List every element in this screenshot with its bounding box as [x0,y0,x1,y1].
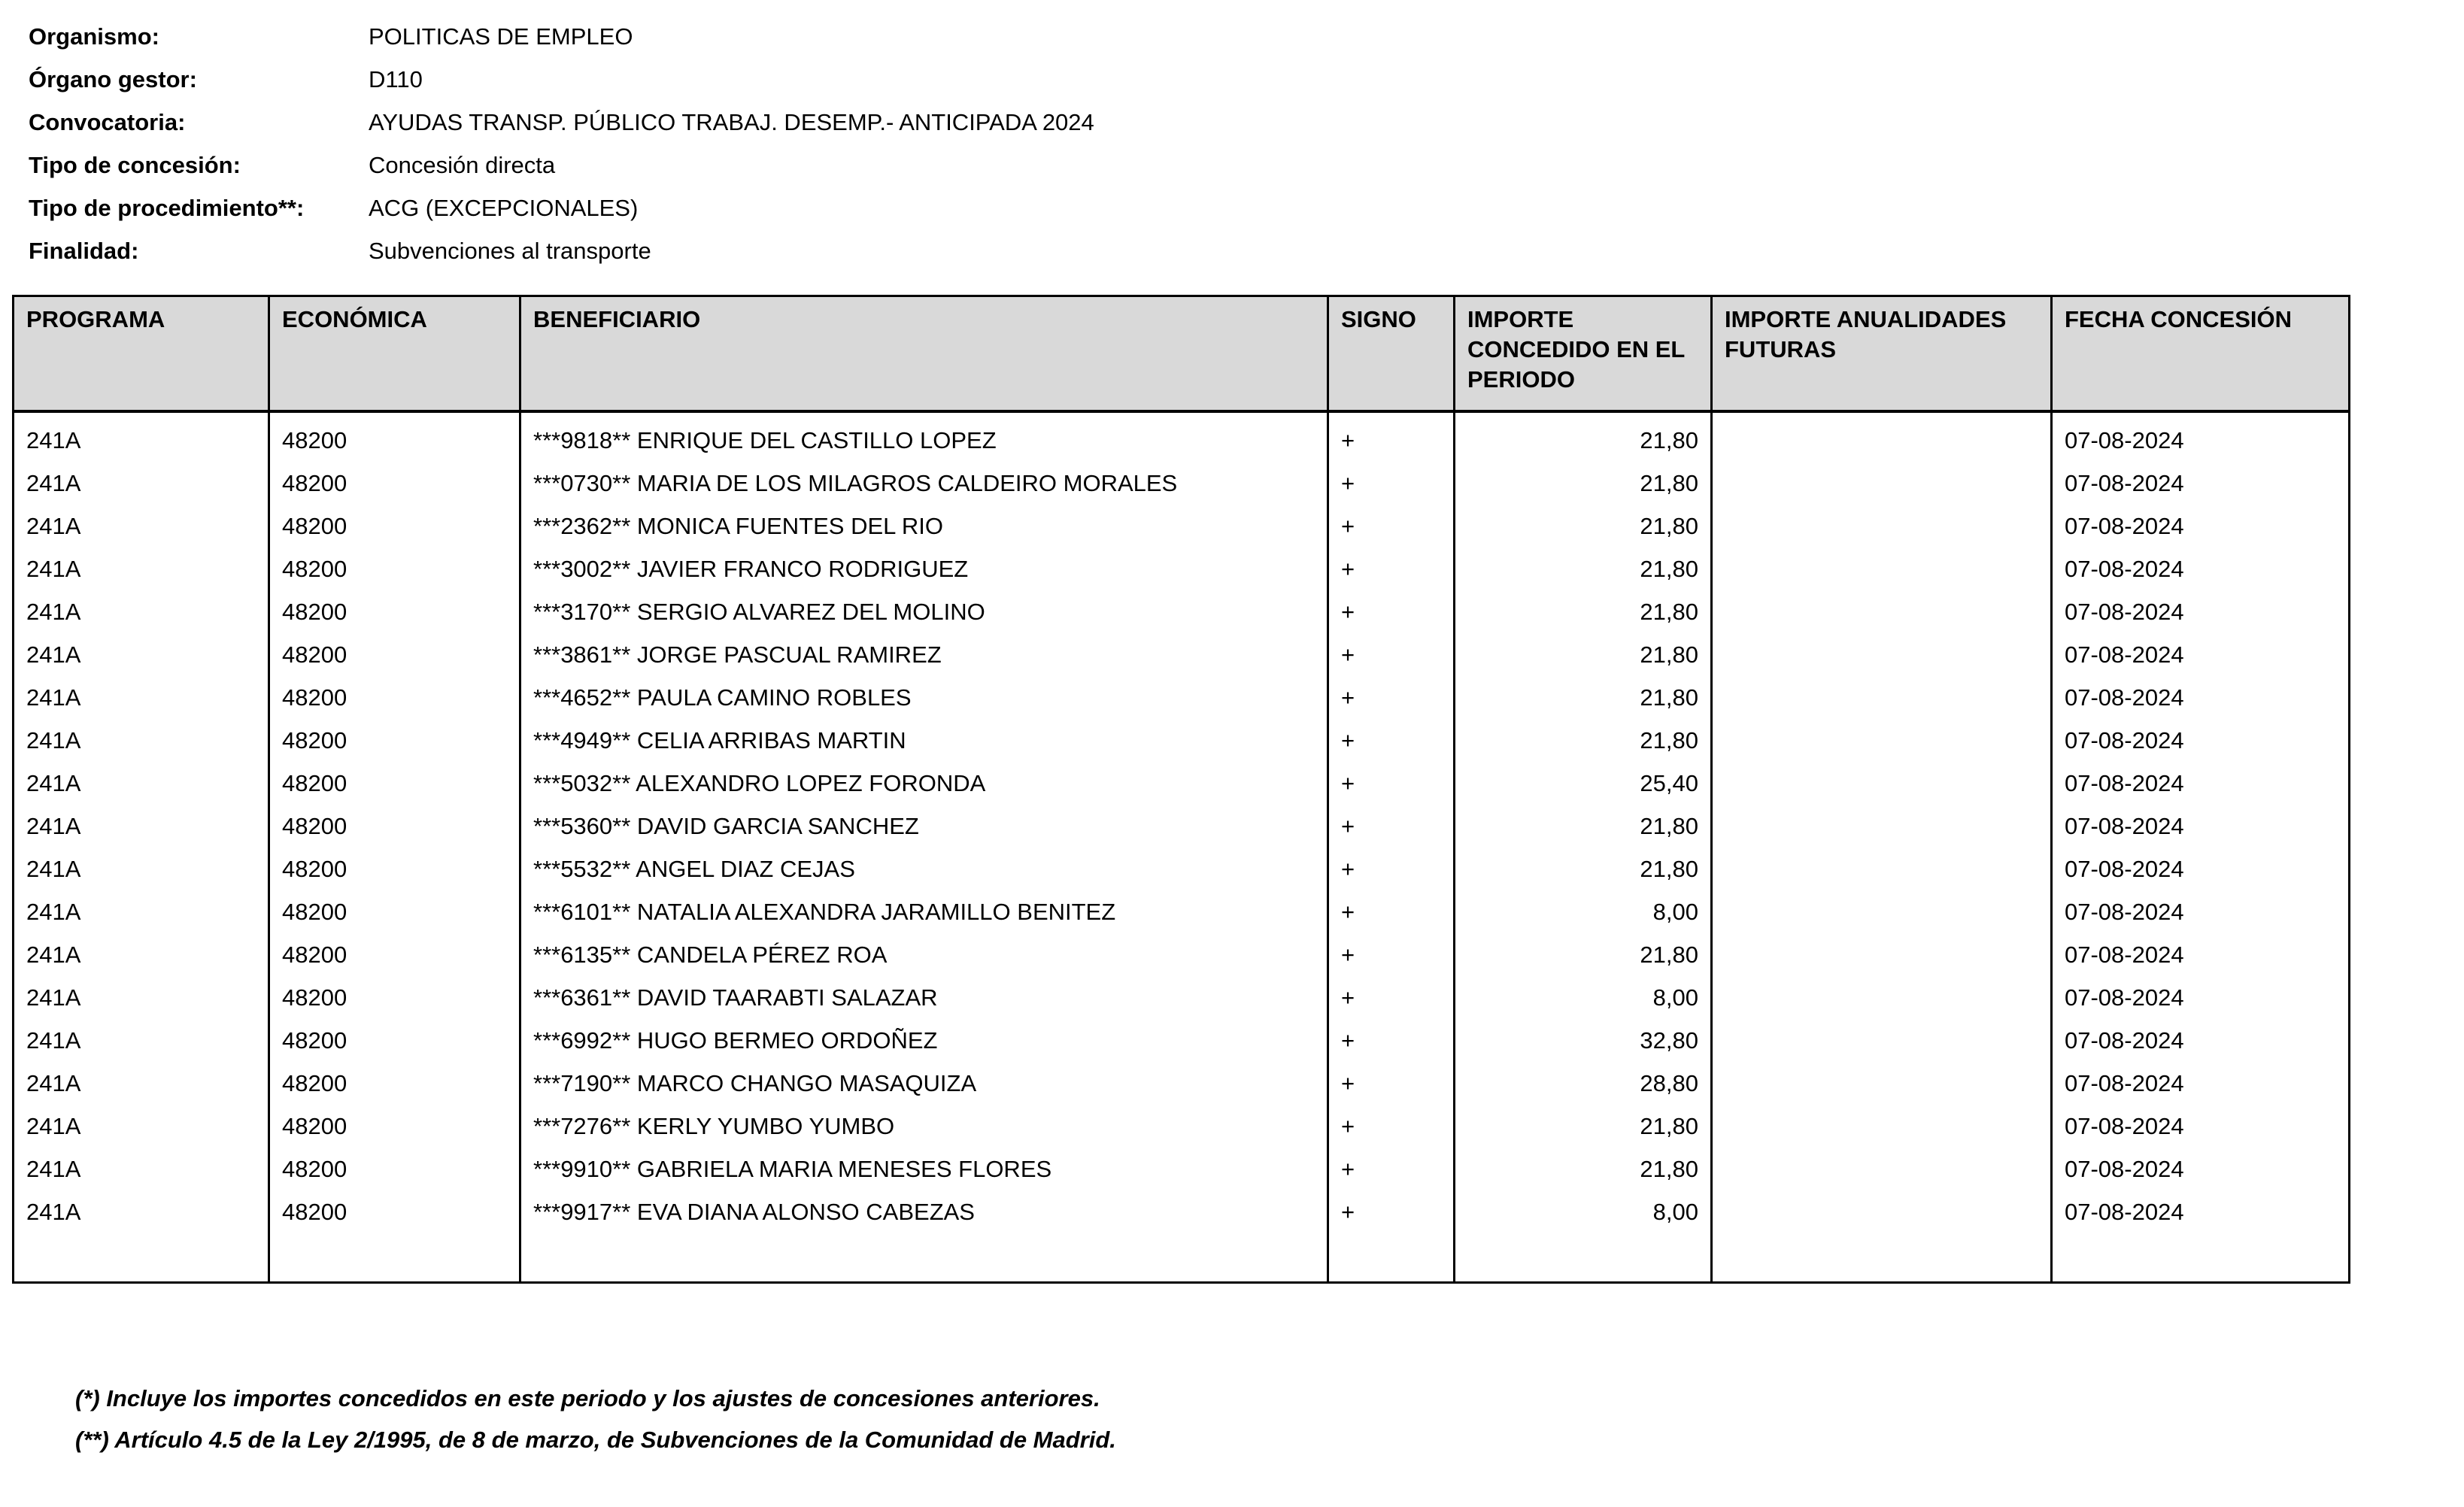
cell-economica: 48200 [269,1148,520,1190]
cell-signo: + [1328,1062,1455,1105]
column-header-economica: ECONÓMICA [269,296,520,412]
cell-programa: 241A [14,505,269,547]
table-row [14,1148,2350,1190]
cell-fecha: 07-08-2024 [2052,411,2350,462]
cell-signo: + [1328,633,1455,676]
cell-signo: + [1328,411,1455,462]
cell-anualidades [1712,411,2052,462]
cell-fecha: 07-08-2024 [2052,1148,2350,1190]
meta-label: Finalidad: [29,238,139,264]
meta-row [29,144,2464,186]
meta-row [29,15,2464,58]
footnotes [75,1378,2464,1460]
cell-beneficiario: ***3002** JAVIER FRANCO RODRIGUEZ [520,547,1328,590]
cell-economica: 48200 [269,805,520,847]
table-row [14,590,2350,633]
column-header-anualidades: IMPORTE ANUALIDADES FUTURAS [1712,296,2052,412]
cell-beneficiario: ***4652** PAULA CAMINO ROBLES [520,676,1328,719]
table-row [14,1019,2350,1062]
cell-signo: + [1328,762,1455,805]
meta-value: ACG (EXCEPCIONALES) [369,195,639,221]
cell-economica: 48200 [269,547,520,590]
cell-economica: 48200 [269,633,520,676]
cell-anualidades [1712,1105,2052,1148]
cell-importe: 21,80 [1455,676,1712,719]
cell-anualidades [1712,462,2052,505]
cell-anualidades [1712,633,2052,676]
cell-importe: 21,80 [1455,719,1712,762]
cell-importe: 21,80 [1455,933,1712,976]
cell-signo: + [1328,976,1455,1019]
cell-programa: 241A [14,976,269,1019]
cell-fecha: 07-08-2024 [2052,505,2350,547]
cell-programa: 241A [14,847,269,890]
cell-anualidades [1712,1019,2052,1062]
grants-table [12,295,2350,1284]
cell-signo: + [1328,805,1455,847]
cell-economica: 48200 [269,1019,520,1062]
cell-signo: + [1328,505,1455,547]
cell-economica: 48200 [269,719,520,762]
cell-importe: 21,80 [1455,590,1712,633]
cell-signo: + [1328,719,1455,762]
cell-beneficiario: ***5032** ALEXANDRO LOPEZ FORONDA [520,762,1328,805]
cell-economica: 48200 [269,676,520,719]
cell-programa: 241A [14,1062,269,1105]
table-row [14,676,2350,719]
cell-anualidades [1712,805,2052,847]
cell-programa: 241A [14,1148,269,1190]
cell-anualidades [1712,547,2052,590]
cell-anualidades [1712,1190,2052,1283]
cell-beneficiario: ***9818** ENRIQUE DEL CASTILLO LOPEZ [520,411,1328,462]
cell-importe: 21,80 [1455,505,1712,547]
cell-importe: 21,80 [1455,805,1712,847]
cell-economica: 48200 [269,933,520,976]
cell-importe: 21,80 [1455,411,1712,462]
table-row [14,1062,2350,1105]
cell-economica: 48200 [269,590,520,633]
meta-label: Organismo: [29,23,159,50]
cell-fecha: 07-08-2024 [2052,1105,2350,1148]
table-row [14,462,2350,505]
cell-anualidades [1712,890,2052,933]
cell-anualidades [1712,976,2052,1019]
cell-beneficiario: ***5532** ANGEL DIAZ CEJAS [520,847,1328,890]
cell-fecha: 07-08-2024 [2052,719,2350,762]
cell-beneficiario: ***5360** DAVID GARCIA SANCHEZ [520,805,1328,847]
table-row [14,719,2350,762]
cell-economica: 48200 [269,890,520,933]
cell-signo: + [1328,676,1455,719]
cell-anualidades [1712,1148,2052,1190]
meta-label: Tipo de procedimiento**: [29,195,305,221]
cell-fecha: 07-08-2024 [2052,633,2350,676]
cell-beneficiario: ***2362** MONICA FUENTES DEL RIO [520,505,1328,547]
cell-anualidades [1712,719,2052,762]
cell-programa: 241A [14,411,269,462]
cell-importe: 8,00 [1455,976,1712,1019]
cell-signo: + [1328,547,1455,590]
cell-beneficiario: ***0730** MARIA DE LOS MILAGROS CALDEIRO MORALES [520,462,1328,505]
cell-signo: + [1328,933,1455,976]
cell-anualidades [1712,505,2052,547]
cell-programa: 241A [14,1019,269,1062]
cell-economica: 48200 [269,505,520,547]
cell-programa: 241A [14,633,269,676]
cell-importe: 21,80 [1455,547,1712,590]
cell-beneficiario: ***4949** CELIA ARRIBAS MARTIN [520,719,1328,762]
meta-label: Convocatoria: [29,109,186,135]
cell-signo: + [1328,847,1455,890]
cell-programa: 241A [14,762,269,805]
meta-row [29,186,2464,229]
cell-economica: 48200 [269,1105,520,1148]
table-row [14,890,2350,933]
cell-economica: 48200 [269,411,520,462]
cell-importe: 21,80 [1455,462,1712,505]
cell-programa: 241A [14,890,269,933]
footnote-asterisk: (*) Incluye los importes concedidos en este periodo y los ajustes de concesiones anteriores. [75,1385,1100,1411]
cell-economica: 48200 [269,762,520,805]
cell-importe: 21,80 [1455,1105,1712,1148]
cell-importe: 21,80 [1455,1148,1712,1190]
cell-signo: + [1328,590,1455,633]
cell-fecha: 07-08-2024 [2052,762,2350,805]
cell-programa: 241A [14,676,269,719]
cell-programa: 241A [14,719,269,762]
cell-programa: 241A [14,1190,269,1283]
cell-fecha: 07-08-2024 [2052,1019,2350,1062]
cell-anualidades [1712,933,2052,976]
cell-signo: + [1328,462,1455,505]
cell-importe: 25,40 [1455,762,1712,805]
cell-economica: 48200 [269,976,520,1019]
cell-economica: 48200 [269,847,520,890]
table-row [14,633,2350,676]
cell-signo: + [1328,1019,1455,1062]
table-row [14,847,2350,890]
cell-economica: 48200 [269,462,520,505]
cell-fecha: 07-08-2024 [2052,1190,2350,1283]
table-row [14,933,2350,976]
meta-row [29,58,2464,101]
meta-value: POLITICAS DE EMPLEO [369,23,633,50]
cell-importe: 8,00 [1455,1190,1712,1283]
meta-row [29,101,2464,144]
cell-fecha: 07-08-2024 [2052,676,2350,719]
cell-importe: 28,80 [1455,1062,1712,1105]
table-row [14,411,2350,462]
cell-programa: 241A [14,933,269,976]
meta-value: Concesión directa [369,152,556,178]
cell-signo: + [1328,1105,1455,1148]
table-row [14,1190,2350,1283]
cell-fecha: 07-08-2024 [2052,890,2350,933]
cell-beneficiario: ***6101** NATALIA ALEXANDRA JARAMILLO BENITEZ [520,890,1328,933]
table-row [14,976,2350,1019]
cell-beneficiario: ***7190** MARCO CHANGO MASAQUIZA [520,1062,1328,1105]
cell-importe: 8,00 [1455,890,1712,933]
cell-beneficiario: ***9910** GABRIELA MARIA MENESES FLORES [520,1148,1328,1190]
cell-economica: 48200 [269,1190,520,1283]
meta-value: Subvenciones al transporte [369,238,651,264]
cell-beneficiario: ***9917** EVA DIANA ALONSO CABEZAS [520,1190,1328,1283]
cell-fecha: 07-08-2024 [2052,590,2350,633]
table-row [14,1105,2350,1148]
cell-programa: 241A [14,462,269,505]
cell-fecha: 07-08-2024 [2052,805,2350,847]
column-header-importe: IMPORTE CONCEDIDO EN EL PERIODO [1455,296,1712,412]
cell-programa: 241A [14,590,269,633]
cell-anualidades [1712,1062,2052,1105]
cell-fecha: 07-08-2024 [2052,933,2350,976]
cell-fecha: 07-08-2024 [2052,547,2350,590]
cell-fecha: 07-08-2024 [2052,976,2350,1019]
meta-row [29,229,2464,272]
cell-beneficiario: ***6992** HUGO BERMEO ORDOÑEZ [520,1019,1328,1062]
cell-fecha: 07-08-2024 [2052,847,2350,890]
cell-anualidades [1712,676,2052,719]
cell-signo: + [1328,890,1455,933]
cell-beneficiario: ***6361** DAVID TAARABTI SALAZAR [520,976,1328,1019]
cell-signo: + [1328,1148,1455,1190]
column-header-signo: SIGNO [1328,296,1455,412]
cell-anualidades [1712,590,2052,633]
meta-fields [0,0,2464,272]
cell-beneficiario: ***7276** KERLY YUMBO YUMBO [520,1105,1328,1148]
cell-economica: 48200 [269,1062,520,1105]
cell-programa: 241A [14,547,269,590]
table-row [14,505,2350,547]
cell-beneficiario: ***6135** CANDELA PÉREZ ROA [520,933,1328,976]
meta-value: AYUDAS TRANSP. PÚBLICO TRABAJ. DESEMP.- ANTICIPADA 2024 [369,109,1094,135]
cell-fecha: 07-08-2024 [2052,462,2350,505]
cell-beneficiario: ***3170** SERGIO ALVAREZ DEL MOLINO [520,590,1328,633]
meta-label: Tipo de concesión: [29,152,241,178]
cell-signo: + [1328,1190,1455,1283]
cell-importe: 21,80 [1455,633,1712,676]
cell-beneficiario: ***3861** JORGE PASCUAL RAMIREZ [520,633,1328,676]
meta-value: D110 [369,66,423,92]
footnote-double-asterisk: (**) Artículo 4.5 de la Ley 2/1995, de 8 de marzo, de Subvenciones de la Comunidad de Madrid. [75,1427,1116,1453]
cell-fecha: 07-08-2024 [2052,1062,2350,1105]
cell-importe: 21,80 [1455,847,1712,890]
meta-label: Órgano gestor: [29,66,197,92]
table-row [14,805,2350,847]
cell-programa: 241A [14,1105,269,1148]
cell-importe: 32,80 [1455,1019,1712,1062]
grants-table-header [14,296,2350,412]
cell-anualidades [1712,762,2052,805]
table-row [14,547,2350,590]
column-header-beneficiario: BENEFICIARIO [520,296,1328,412]
cell-programa: 241A [14,805,269,847]
table-row [14,762,2350,805]
grant-table-body [14,411,2350,1283]
cell-anualidades [1712,847,2052,890]
column-header-fecha: FECHA CONCESIÓN [2052,296,2350,412]
column-header-programa: PROGRAMA [14,296,269,412]
